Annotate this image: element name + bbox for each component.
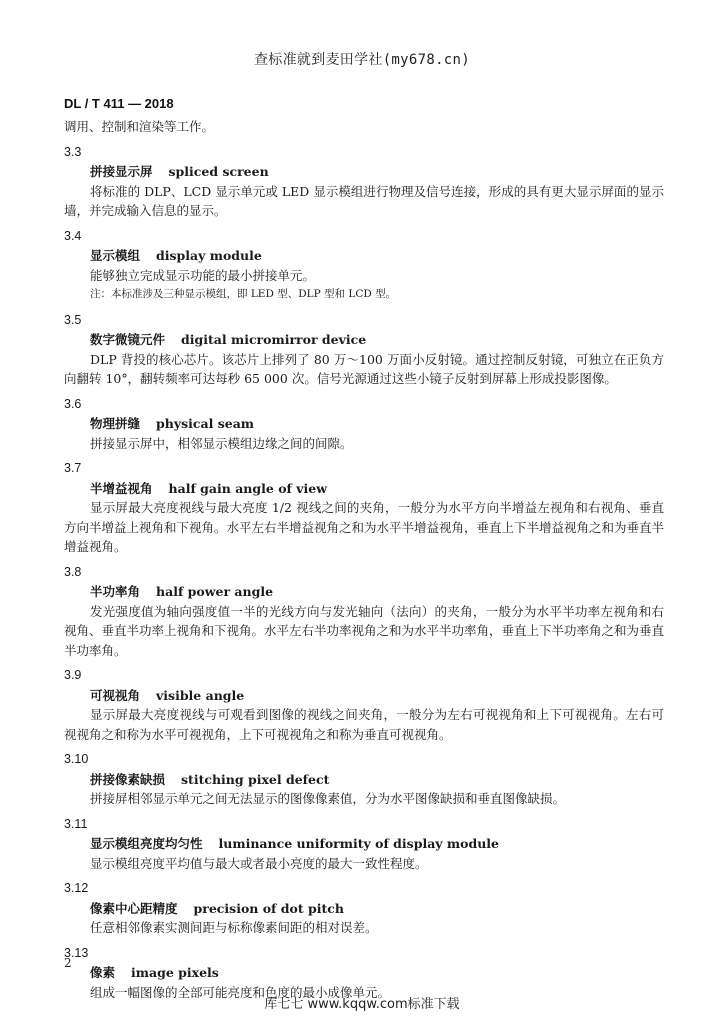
term-en: half power angle [156, 584, 274, 599]
entry-term [64, 899, 664, 919]
entry-number: 3.6 [64, 396, 82, 411]
entry-term [64, 414, 664, 434]
term-zh: 显示模组亮度均匀性 [90, 836, 203, 851]
entry-number: 3.8 [64, 564, 82, 579]
entry-3-3 [64, 137, 664, 221]
intro-line: 调用、控制和渲染等工作。 [64, 119, 215, 134]
entry-definition: 拼接屏相邻显示单元之间无法显示的图像像素值，分为水平图像缺损和垂直图像缺损。 [90, 791, 566, 806]
term-en: physical seam [156, 416, 255, 431]
entry-definition: 任意相邻像素实测间距与标称像素间距的相对误差。 [90, 920, 378, 935]
entry-number: 3.12 [64, 881, 89, 895]
document-body [64, 117, 664, 1002]
term-en: precision of dot pitch [193, 900, 344, 916]
entry-number: 3.10 [64, 752, 89, 766]
entry-definition: 拼接显示屏中，相邻显示模组边缘之间的间隙。 [90, 435, 353, 451]
term-en: stitching pixel defect [181, 771, 330, 787]
term-en: display module [156, 248, 262, 263]
term-zh: 像素 [90, 965, 116, 980]
entry-term [64, 162, 664, 182]
term-en: luminance uniformity of display module [218, 836, 499, 851]
entry-3-6 [64, 389, 664, 454]
entry-definition: 将标准的 DLP、LCD 显示单元或 LED 显示模组进行物理及信号连接，形成的具有更大显示屏面的显示墙，并完成输入信息的显示。 [64, 183, 664, 218]
term-zh: 半增益视角 [90, 480, 153, 496]
entry-term [64, 246, 664, 266]
entry-number: 3.7 [64, 461, 82, 475]
entry-number: 3.5 [64, 312, 82, 327]
entry-definition: DLP 背投的核心芯片。该芯片上排列了 80 万～100 万面小反射镜。通过控制反射镜，可独立在正负方向翻转 10°，翻转频率可达每秒 65 000 次。信号光源通过这些小镜子反射到屏幕上形成投影图像。 [64, 351, 664, 386]
entry-definition: 显示屏最大亮度视线与可观看到图像的视线之间夹角，一般分为左右可视视角和上下可视视角。左右可视视角之和称为水平可视视角，上下可视视角之和称为垂直可视视角。 [64, 707, 664, 742]
term-zh: 拼接显示屏 [90, 164, 153, 179]
entry-3-8 [64, 557, 664, 661]
entry-number: 3.3 [64, 144, 82, 159]
entry-number: 3.4 [64, 228, 82, 243]
entry-number: 3.11 [64, 816, 88, 831]
entry-3-5 [64, 305, 664, 389]
entry-definition: 组成一幅图像的全部可能亮度和色度的最小成像单元。 [90, 984, 391, 1000]
entry-definition: 能够独立完成显示功能的最小拼接单元。 [90, 267, 316, 283]
entry-definition: 显示模组亮度平均值与最大或者最小亮度的最大一致性程度。 [90, 855, 428, 871]
entry-term [64, 582, 664, 602]
term-zh: 可视视角 [90, 687, 141, 703]
entry-term [64, 479, 664, 499]
term-zh: 物理拼缝 [90, 416, 141, 431]
term-en: spliced screen [168, 164, 269, 179]
term-zh: 显示模组 [90, 248, 141, 263]
entry-3-12 [64, 873, 664, 938]
entry-term [64, 330, 664, 350]
watermark-bottom: 库七七 www.kqqw.com标准下载 [264, 997, 460, 1012]
watermark-top: 查标准就到麦田学社(my678.cn) [254, 52, 470, 68]
entry-number: 3.9 [64, 668, 82, 682]
term-en: half gain angle of view [168, 480, 327, 496]
term-zh: 像素中心距精度 [90, 900, 178, 916]
entry-term [64, 963, 664, 983]
page-number: 2 [64, 956, 72, 970]
entry-note: 注：本标准涉及三种显示模组，即 LED 型、DLP 型和 LCD 型。 [90, 288, 397, 300]
entry-3-11 [64, 809, 664, 874]
entry-3-4 [64, 221, 664, 305]
entry-term [64, 686, 664, 706]
entry-3-9 [64, 660, 664, 744]
entry-term [64, 770, 664, 790]
entry-definition: 发光强度值为轴向强度值一半的光线方向与发光轴向（法向）的夹角，一般分为水平半功率左视角和右视角、垂直半功率上视角和下视角。水平左右半功率视角之和为水平半功率角，垂直上下半功率角之和为垂直半功率角。 [64, 603, 665, 658]
term-zh: 半功率角 [90, 584, 141, 599]
entry-3-10 [64, 744, 664, 809]
term-en: visible angle [156, 687, 245, 703]
term-zh: 拼接像素缺损 [90, 771, 166, 787]
entry-term [64, 834, 664, 854]
standard-code: DL / T 411 — 2018 [64, 96, 174, 111]
term-en: image pixels [131, 965, 219, 980]
term-zh: 数字微镜元件 [90, 332, 166, 347]
entry-3-7 [64, 453, 664, 557]
term-en: digital micromirror device [181, 332, 367, 347]
entry-number: 3.13 [64, 945, 89, 960]
entry-definition: 显示屏最大亮度视线与最大亮度 1/2 视线之间的夹角，一般分为水平方向半增益左视角和右视角、垂直方向半增益上视角和下视角。水平左右半增益视角之和为水平半增益视角，垂直上下半增益视角之和为垂直半增益视角。 [64, 500, 665, 554]
